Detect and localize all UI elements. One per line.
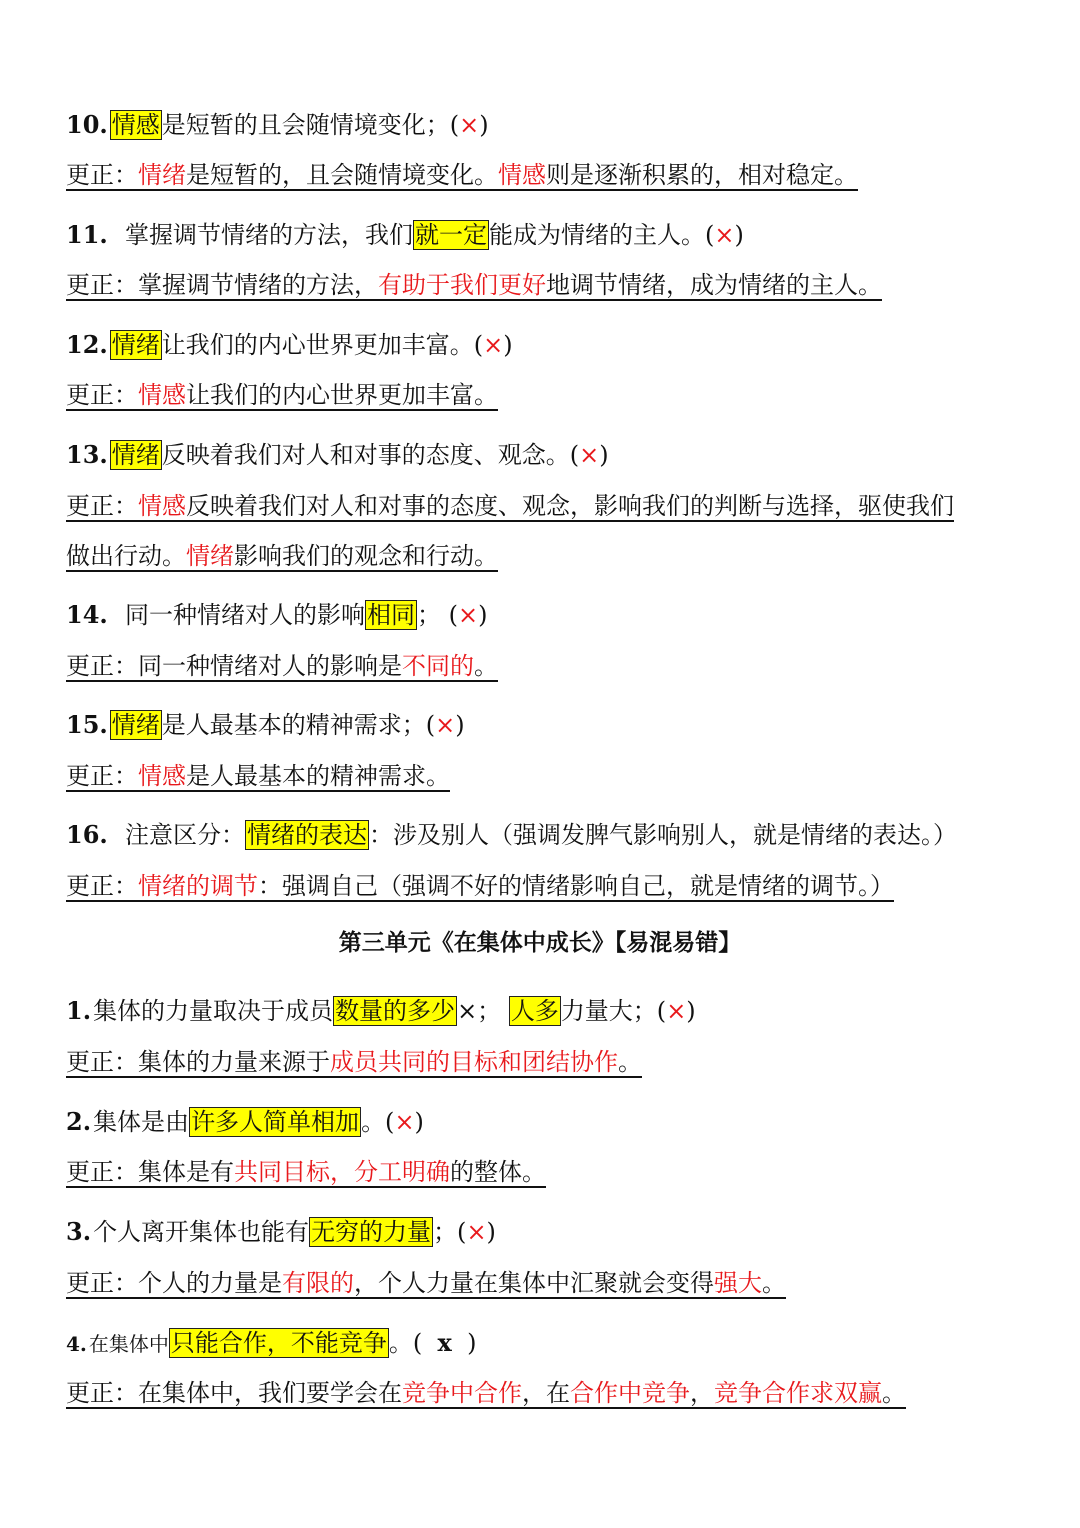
paren-close: ) — [478, 601, 488, 629]
question-text: ；( — [433, 1218, 467, 1246]
correction-text: ，个人力量在集体中汇聚就会变得 — [354, 1269, 714, 1297]
correction-key: 竞争中合作 — [402, 1379, 522, 1407]
correction-u3-1 — [66, 1045, 642, 1079]
paren-close: ) — [467, 1329, 477, 1357]
correction-text: 的整体。 — [450, 1158, 546, 1186]
correction-text: 反映着我们对人和对事的态度、观念，影响我们的判断与选择，驱使我们 — [186, 492, 954, 520]
question-number: 4. — [66, 1332, 87, 1356]
paren-close: ) — [479, 111, 489, 139]
correction-label: 更正： — [66, 492, 138, 520]
correction-key: 情感 — [498, 161, 546, 189]
wrong-mark: × — [435, 711, 456, 739]
question-text: 力量大；( — [560, 997, 667, 1025]
correction-label: 更正： — [66, 161, 138, 189]
correction-text: ， — [690, 1379, 714, 1407]
correction-14 — [66, 649, 498, 683]
question-number: 15. — [66, 710, 108, 739]
highlighted-term: 相同 — [367, 601, 416, 629]
section-title: 第三单元《在集体中成长》【易混易错】 — [338, 930, 742, 956]
correction-text: 。 — [882, 1379, 906, 1407]
highlighted-term: 情绪 — [111, 331, 160, 359]
question-number: 3. — [66, 1217, 92, 1246]
question-text: 在集体中 — [88, 1332, 169, 1356]
wrong-mark: x — [437, 1328, 452, 1357]
correction-text: ：强调自己（强调不好的情绪影响自己，就是情绪的调节。） — [258, 872, 894, 900]
wrong-mark: × — [714, 221, 735, 249]
question-number: 2. — [66, 1107, 92, 1136]
paren-close: ) — [503, 331, 513, 359]
correction-10 — [66, 158, 858, 192]
question-text: ：涉及别人（强调发脾气影响别人，就是情绪的表达。） — [369, 821, 958, 849]
paren-close: ) — [414, 1108, 424, 1136]
correction-text: ，在 — [522, 1379, 570, 1407]
correction-key: 情绪 — [138, 161, 186, 189]
question-text: 能成为情绪的主人。( — [489, 221, 715, 249]
correction-text: 是短暂的，且会随情境变化。 — [186, 161, 498, 189]
correction-15 — [66, 759, 450, 793]
correction-text: 。 — [474, 652, 498, 680]
question-text: 是人最基本的精神需求；( — [161, 711, 436, 739]
question-number: 10. — [66, 110, 108, 139]
question-11 — [66, 218, 744, 252]
correction-text: 更正：集体是有 — [66, 1158, 234, 1186]
correction-text: 。 — [762, 1269, 786, 1297]
question-text: 集体是由 — [93, 1108, 190, 1136]
paren-close: ) — [734, 221, 744, 249]
question-text: ； ( — [417, 601, 459, 629]
correction-12 — [66, 378, 498, 412]
question-number: 14. — [66, 600, 108, 629]
question-number: 16. — [66, 820, 108, 849]
correction-u3-4 — [66, 1376, 906, 1410]
question-15 — [66, 708, 465, 742]
wrong-mark: × — [459, 111, 480, 139]
highlighted-term: 无穷的力量 — [311, 1218, 432, 1246]
correction-label: 更正： — [66, 381, 138, 409]
correction-text: 让我们的内心世界更加丰富。 — [186, 381, 498, 409]
wrong-mark: × — [666, 997, 687, 1025]
correction-key: 合作中竞争 — [570, 1379, 690, 1407]
question-text: 掌握调节情绪的方法，我们 — [125, 221, 414, 249]
highlighted-term: 数量的多少 — [335, 997, 456, 1025]
question-u3-2 — [66, 1105, 424, 1139]
correction-u3-2 — [66, 1155, 546, 1189]
correction-key: 情感 — [138, 381, 186, 409]
question-13 — [66, 438, 609, 472]
question-14 — [66, 598, 488, 632]
wrong-mark: × — [458, 601, 479, 629]
correction-text: 是人最基本的精神需求。 — [186, 762, 450, 790]
highlighted-term: 情感 — [111, 111, 160, 139]
wrong-mark: × — [466, 1218, 487, 1246]
paren-close: ) — [486, 1218, 496, 1246]
question-text: 同一种情绪对人的影响 — [125, 601, 366, 629]
correction-13-cont — [66, 539, 498, 573]
question-12 — [66, 328, 513, 362]
correction-key: 共同目标，分工明确 — [234, 1158, 450, 1186]
correction-16 — [66, 869, 894, 903]
correction-11 — [66, 268, 882, 302]
correction-key: 情绪的调节 — [138, 872, 258, 900]
question-10 — [66, 108, 489, 142]
highlighted-term: 只能合作，不能竞争 — [170, 1329, 387, 1357]
wrong-mark: × — [483, 331, 504, 359]
correction-key: 有助于我们更好 — [378, 271, 546, 299]
highlighted-term: 情绪的表达 — [247, 821, 368, 849]
correction-text: 做出行动。 — [66, 542, 186, 570]
correction-key: 不同的 — [402, 652, 474, 680]
question-text: 。( — [361, 1108, 395, 1136]
question-number: 12. — [66, 330, 108, 359]
question-text: ×； — [457, 997, 502, 1025]
paren-close: ) — [599, 441, 609, 469]
question-text: 是短暂的且会随情境变化；( — [161, 111, 460, 139]
correction-text: 更正：在集体中，我们要学会在 — [66, 1379, 402, 1407]
question-u3-1 — [66, 994, 696, 1028]
correction-key: 情感 — [138, 762, 186, 790]
correction-text: 更正：集体的力量来源于 — [66, 1048, 330, 1076]
question-number: 1. — [66, 996, 92, 1025]
correction-text: 。 — [618, 1048, 642, 1076]
correction-key: 成员共同的目标和团结协作 — [330, 1048, 618, 1076]
question-u3-3 — [66, 1215, 496, 1249]
correction-key: 情绪 — [186, 542, 234, 570]
wrong-mark: × — [579, 441, 600, 469]
correction-text: 更正：掌握调节情绪的方法， — [66, 271, 378, 299]
question-number: 11. — [66, 220, 108, 249]
highlighted-term: 情绪 — [111, 711, 160, 739]
highlighted-term: 人多 — [510, 997, 559, 1025]
question-text: 注意区分： — [125, 821, 246, 849]
correction-key: 有限的 — [282, 1269, 354, 1297]
correction-label: 更正： — [66, 762, 138, 790]
question-text: 。( — [388, 1329, 423, 1357]
question-text: 让我们的内心世界更加丰富。( — [161, 331, 484, 359]
correction-text: 影响我们的观念和行动。 — [234, 542, 498, 570]
correction-u3-3 — [66, 1266, 786, 1300]
question-text: 个人离开集体也能有 — [93, 1218, 310, 1246]
correction-text: 更正：个人的力量是 — [66, 1269, 282, 1297]
correction-text: 地调节情绪，成为情绪的主人。 — [546, 271, 882, 299]
wrong-mark: × — [394, 1108, 415, 1136]
question-u3-4 — [66, 1326, 476, 1361]
question-text: 集体的力量取决于成员 — [93, 997, 334, 1025]
highlighted-term: 就一定 — [415, 221, 488, 249]
question-text: 反映着我们对人和对事的态度、观念。( — [161, 441, 580, 469]
paren-close: ) — [686, 997, 696, 1025]
correction-label: 更正： — [66, 872, 138, 900]
correction-key: 情感 — [138, 492, 186, 520]
correction-key: 强大 — [714, 1269, 762, 1297]
highlighted-term: 许多人简单相加 — [191, 1108, 360, 1136]
correction-13 — [66, 489, 954, 523]
correction-key: 竞争合作求双赢 — [714, 1379, 882, 1407]
paren-close: ) — [455, 711, 465, 739]
correction-text: 则是逐渐积累的，相对稳定。 — [546, 161, 858, 189]
question-number: 13. — [66, 440, 108, 469]
question-16 — [66, 818, 957, 852]
correction-text: 更正：同一种情绪对人的影响是 — [66, 652, 402, 680]
highlighted-term: 情绪 — [111, 441, 160, 469]
